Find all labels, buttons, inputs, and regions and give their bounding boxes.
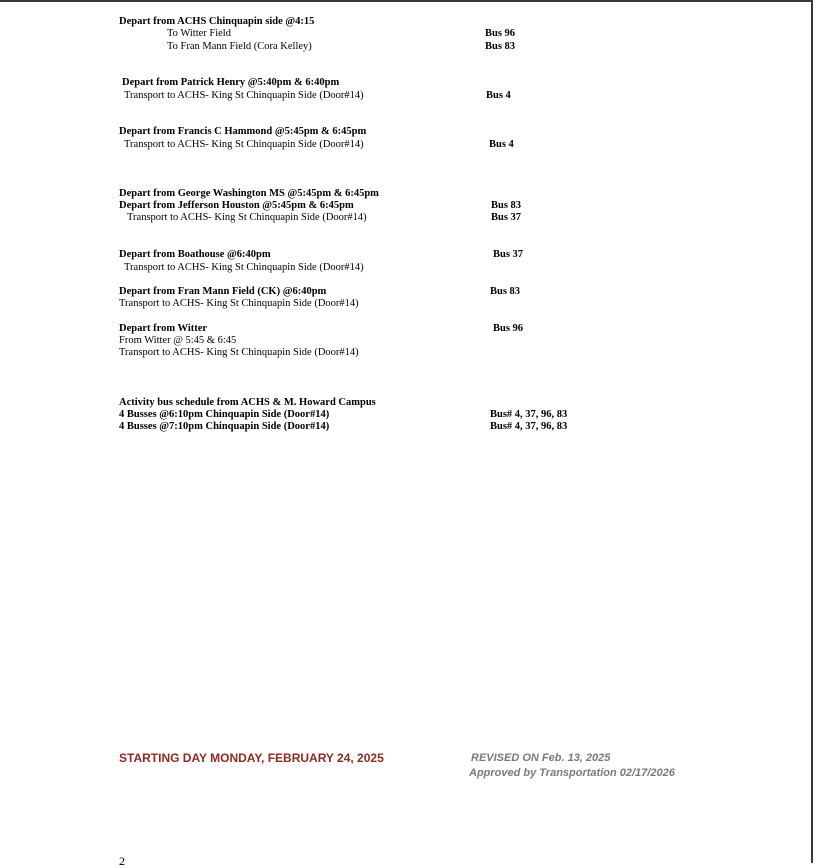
section-line: Transport to ACHS- King St Chinquapin Side (Door#14) <box>124 262 364 273</box>
bus-number: Bus 83 <box>485 41 516 52</box>
bus-number: Bus 83 <box>490 286 521 297</box>
activity-row-buses: Bus# 4, 37, 96, 83 <box>490 421 568 432</box>
page-number: 2 <box>119 854 125 868</box>
section-heading: Depart from Jefferson Houston @5:45pm & 6:45pm <box>119 200 354 211</box>
bus-number: Bus 37 <box>493 249 524 260</box>
approved-note: Approved by Transportation 02/17/2026 <box>469 767 675 779</box>
section-line: Transport to ACHS- King St Chinquapin Side (Door#14) <box>124 139 364 150</box>
section-heading: Depart from Fran Mann Field (CK) @6:40pm <box>119 286 327 297</box>
section-heading: Depart from Patrick Henry @5:40pm & 6:40pm <box>122 77 340 88</box>
section-line: From Witter @ 5:45 & 6:45 <box>119 335 237 346</box>
section-line: Transport to ACHS- King St Chinquapin Side (Door#14) <box>119 347 359 358</box>
section-heading: Depart from Boathouse @6:40pm <box>119 249 271 260</box>
activity-heading: Activity bus schedule from ACHS & M. Howard Campus <box>119 397 376 408</box>
section-heading: Depart from George Washington MS @5:45pm & 6:45pm <box>119 188 379 199</box>
starting-day-note: STARTING DAY MONDAY, FEBRUARY 24, 2025 <box>119 751 384 765</box>
bus-number: Bus 96 <box>493 323 524 334</box>
bus-number: Bus 96 <box>485 28 516 39</box>
section-line: To Fran Mann Field (Cora Kelley) <box>167 41 312 52</box>
section-heading: Depart from ACHS Chinquapin side @4:15 <box>119 16 315 27</box>
bus-number: Bus 37 <box>491 212 522 223</box>
bus-number: Bus 4 <box>489 139 514 150</box>
activity-row-buses: Bus# 4, 37, 96, 83 <box>490 409 568 420</box>
activity-row-label: 4 Busses @6:10pm Chinquapin Side (Door#14) <box>119 409 330 420</box>
bus-number: Bus 4 <box>486 90 511 101</box>
section-heading: Depart from Witter <box>119 323 208 334</box>
section-line: Transport to ACHS- King St Chinquapin Side (Door#14) <box>119 298 359 309</box>
section-line: Transport to ACHS- King St Chinquapin Side (Door#14) <box>127 212 367 223</box>
revised-note: REVISED ON Feb. 13, 2025 <box>471 752 611 764</box>
section-line: Transport to ACHS- King St Chinquapin Side (Door#14) <box>124 90 364 101</box>
section-line: To Witter Field <box>167 28 231 39</box>
bus-number: Bus 83 <box>491 200 522 211</box>
activity-row-label: 4 Busses @7:10pm Chinquapin Side (Door#14) <box>119 421 330 432</box>
section-heading: Depart from Francis C Hammond @5:45pm & 6:45pm <box>119 126 367 137</box>
